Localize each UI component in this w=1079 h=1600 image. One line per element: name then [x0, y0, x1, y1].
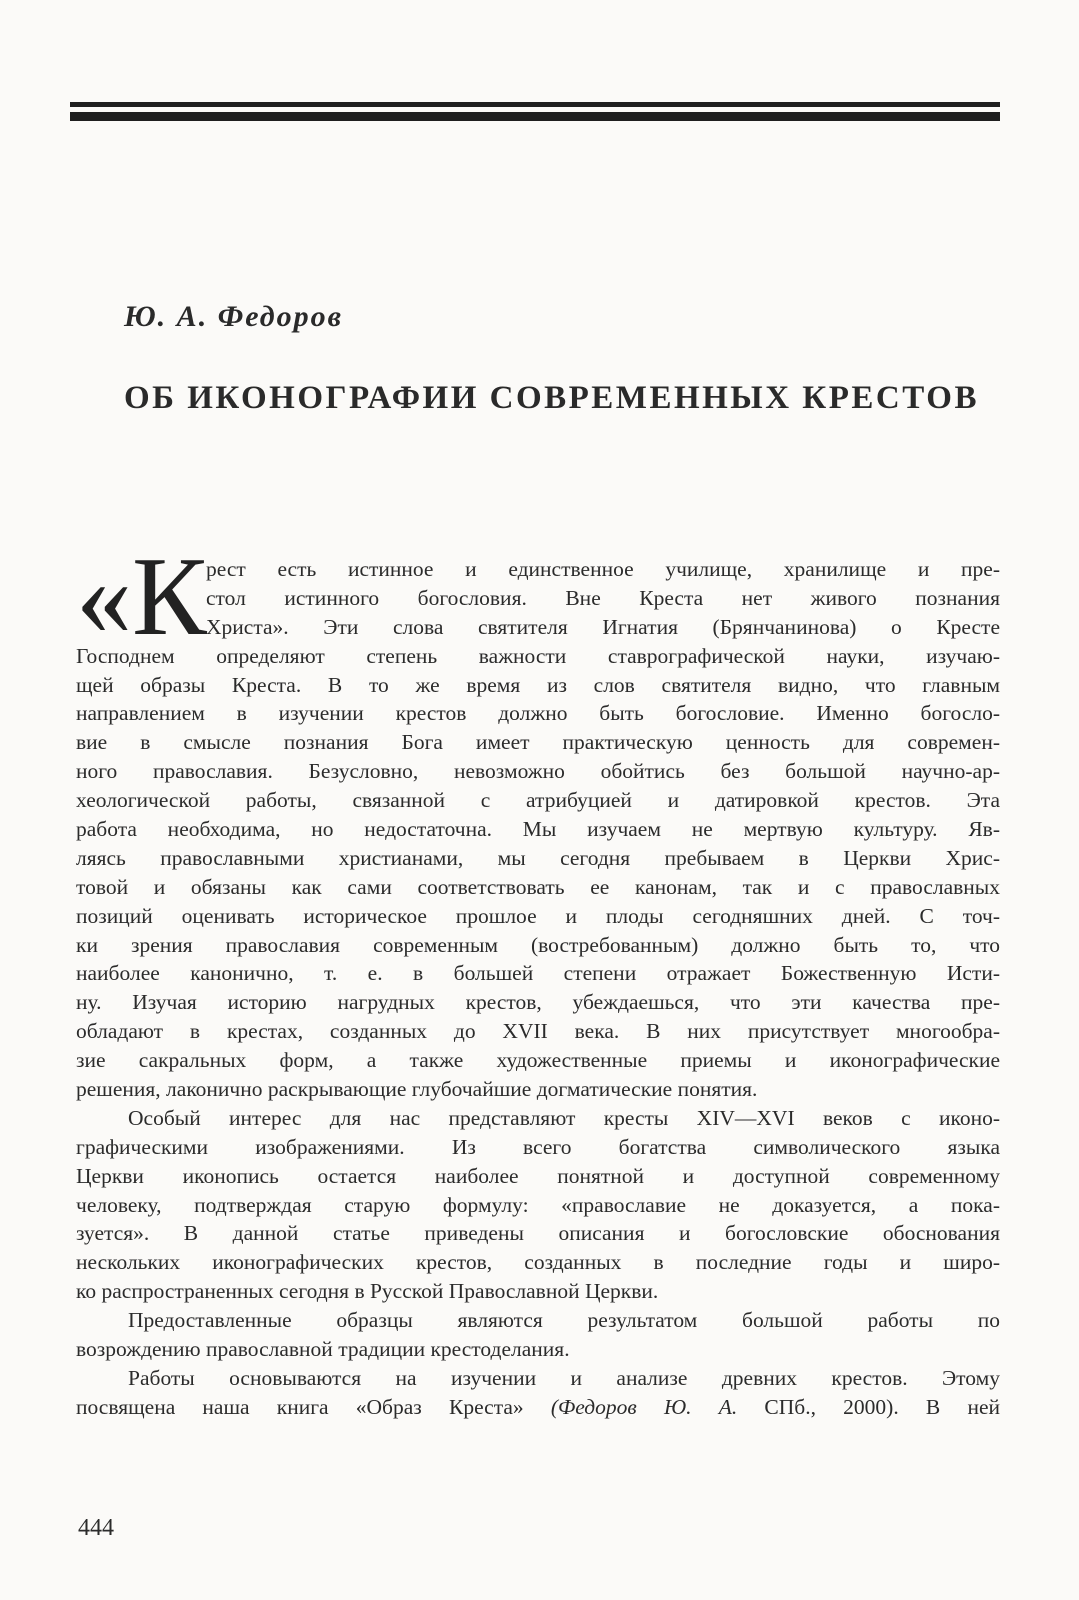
header-rule-thin: [70, 102, 1000, 107]
text-line: Церкви иконопись остается наиболее понятной и доступной современному: [76, 1163, 1000, 1188]
text-line: рест есть истинное и единственное училище, хранилище и пре-: [206, 557, 1000, 581]
text-line: человеку, подтверждая старую формулу: «православие не доказуется, а пока-: [76, 1192, 1000, 1217]
article-body: [76, 535, 1000, 1422]
article-title: ОБ ИКОНОГРАФИИ СОВРЕМЕННЫХ КРЕСТОВ: [124, 380, 979, 416]
text-line: Работы основываются на изучении и анализе древних крестов. Этому: [128, 1365, 1000, 1390]
text-line: наиболее канонично, т. е. в большей степени отражает Божественную Исти-: [76, 961, 1000, 986]
text-segment: посвящена наша книга «Образ Креста»: [76, 1394, 551, 1419]
header-rule-thick: [70, 112, 1000, 121]
text-line: товой и обязаны как сами соответствовать ее канонам, так и с православных: [76, 874, 1000, 899]
text-line: ну. Изучая историю нагрудных крестов, убеждаешься, что эти качества пре-: [76, 990, 1000, 1015]
text-line: Христа». Эти слова святителя Игнатия (Брянчанинова) о Кресте: [206, 614, 1000, 639]
text-segment: СПб., 2000). В ней: [737, 1394, 1000, 1419]
text-line: решения, лаконично раскрывающие глубочайшие догматические понятия.: [76, 1077, 758, 1102]
text-line: стол истинного богословия. Вне Креста нет живого познания: [206, 585, 1000, 610]
author-name: Ю. А. Федоров: [124, 300, 344, 333]
text-line: зуется». В данной статье приведены описания и богословские обоснования: [76, 1221, 1000, 1246]
text-line: ляясь православными христианами, мы сегодня пребываем в Церкви Хрис-: [76, 845, 1000, 870]
text-line: позиций оценивать историческое прошлое и плоды сегодняшних дней. С точ-: [76, 903, 1000, 928]
text-line: Господнем определяют степень важности ставрографической науки, изучаю-: [76, 643, 1000, 668]
text-line: возрождению православной традиции крестоделания.: [76, 1337, 570, 1362]
text-line: Предоставленные образцы являются результатом большой работы по: [128, 1308, 1000, 1333]
drop-cap: «К: [76, 535, 207, 659]
page-number: 444: [78, 1515, 114, 1541]
text-line: [76, 1393, 1000, 1422]
text-line: хеологической работы, связанной с атрибуцией и датировкой крестов. Эта: [76, 788, 1000, 813]
text-line: обладают в крестах, созданных до XVII века. В них присутствует многообра-: [76, 1019, 1000, 1044]
text-line: ного православия. Безусловно, невозможно обойтись без большой научно-ар-: [76, 759, 1000, 784]
text-line: направлением в изучении крестов должно быть богословие. Именно богосло-: [76, 701, 1000, 726]
text-line: щей образы Креста. В то же время из слов святителя видно, что главным: [76, 672, 1000, 697]
text-line: графическими изображениями. Из всего богатства символического языка: [76, 1134, 1000, 1159]
text-line: зие сакральных форм, а также художественные приемы и иконографические: [76, 1048, 1000, 1073]
text-line: вие в смысле познания Бога имеет практическую ценность для современ-: [76, 730, 1000, 755]
text-line: ко распространенных сегодня в Русской Православной Церкви.: [76, 1279, 659, 1304]
text-line: нескольких иконографических крестов, созданных в последние годы и широ-: [76, 1250, 1000, 1275]
text-line: Особый интерес для нас представляют кресты XIV—XVI веков с иконо-: [128, 1105, 1000, 1130]
italic-reference: (Федоров Ю. А.: [550, 1394, 738, 1419]
text-line: работа необходима, но недостаточна. Мы изучаем не мертвую культуру. Яв-: [76, 817, 1000, 842]
text-line: ки зрения православия современным (востребованным) должно быть то, что: [76, 932, 1000, 957]
